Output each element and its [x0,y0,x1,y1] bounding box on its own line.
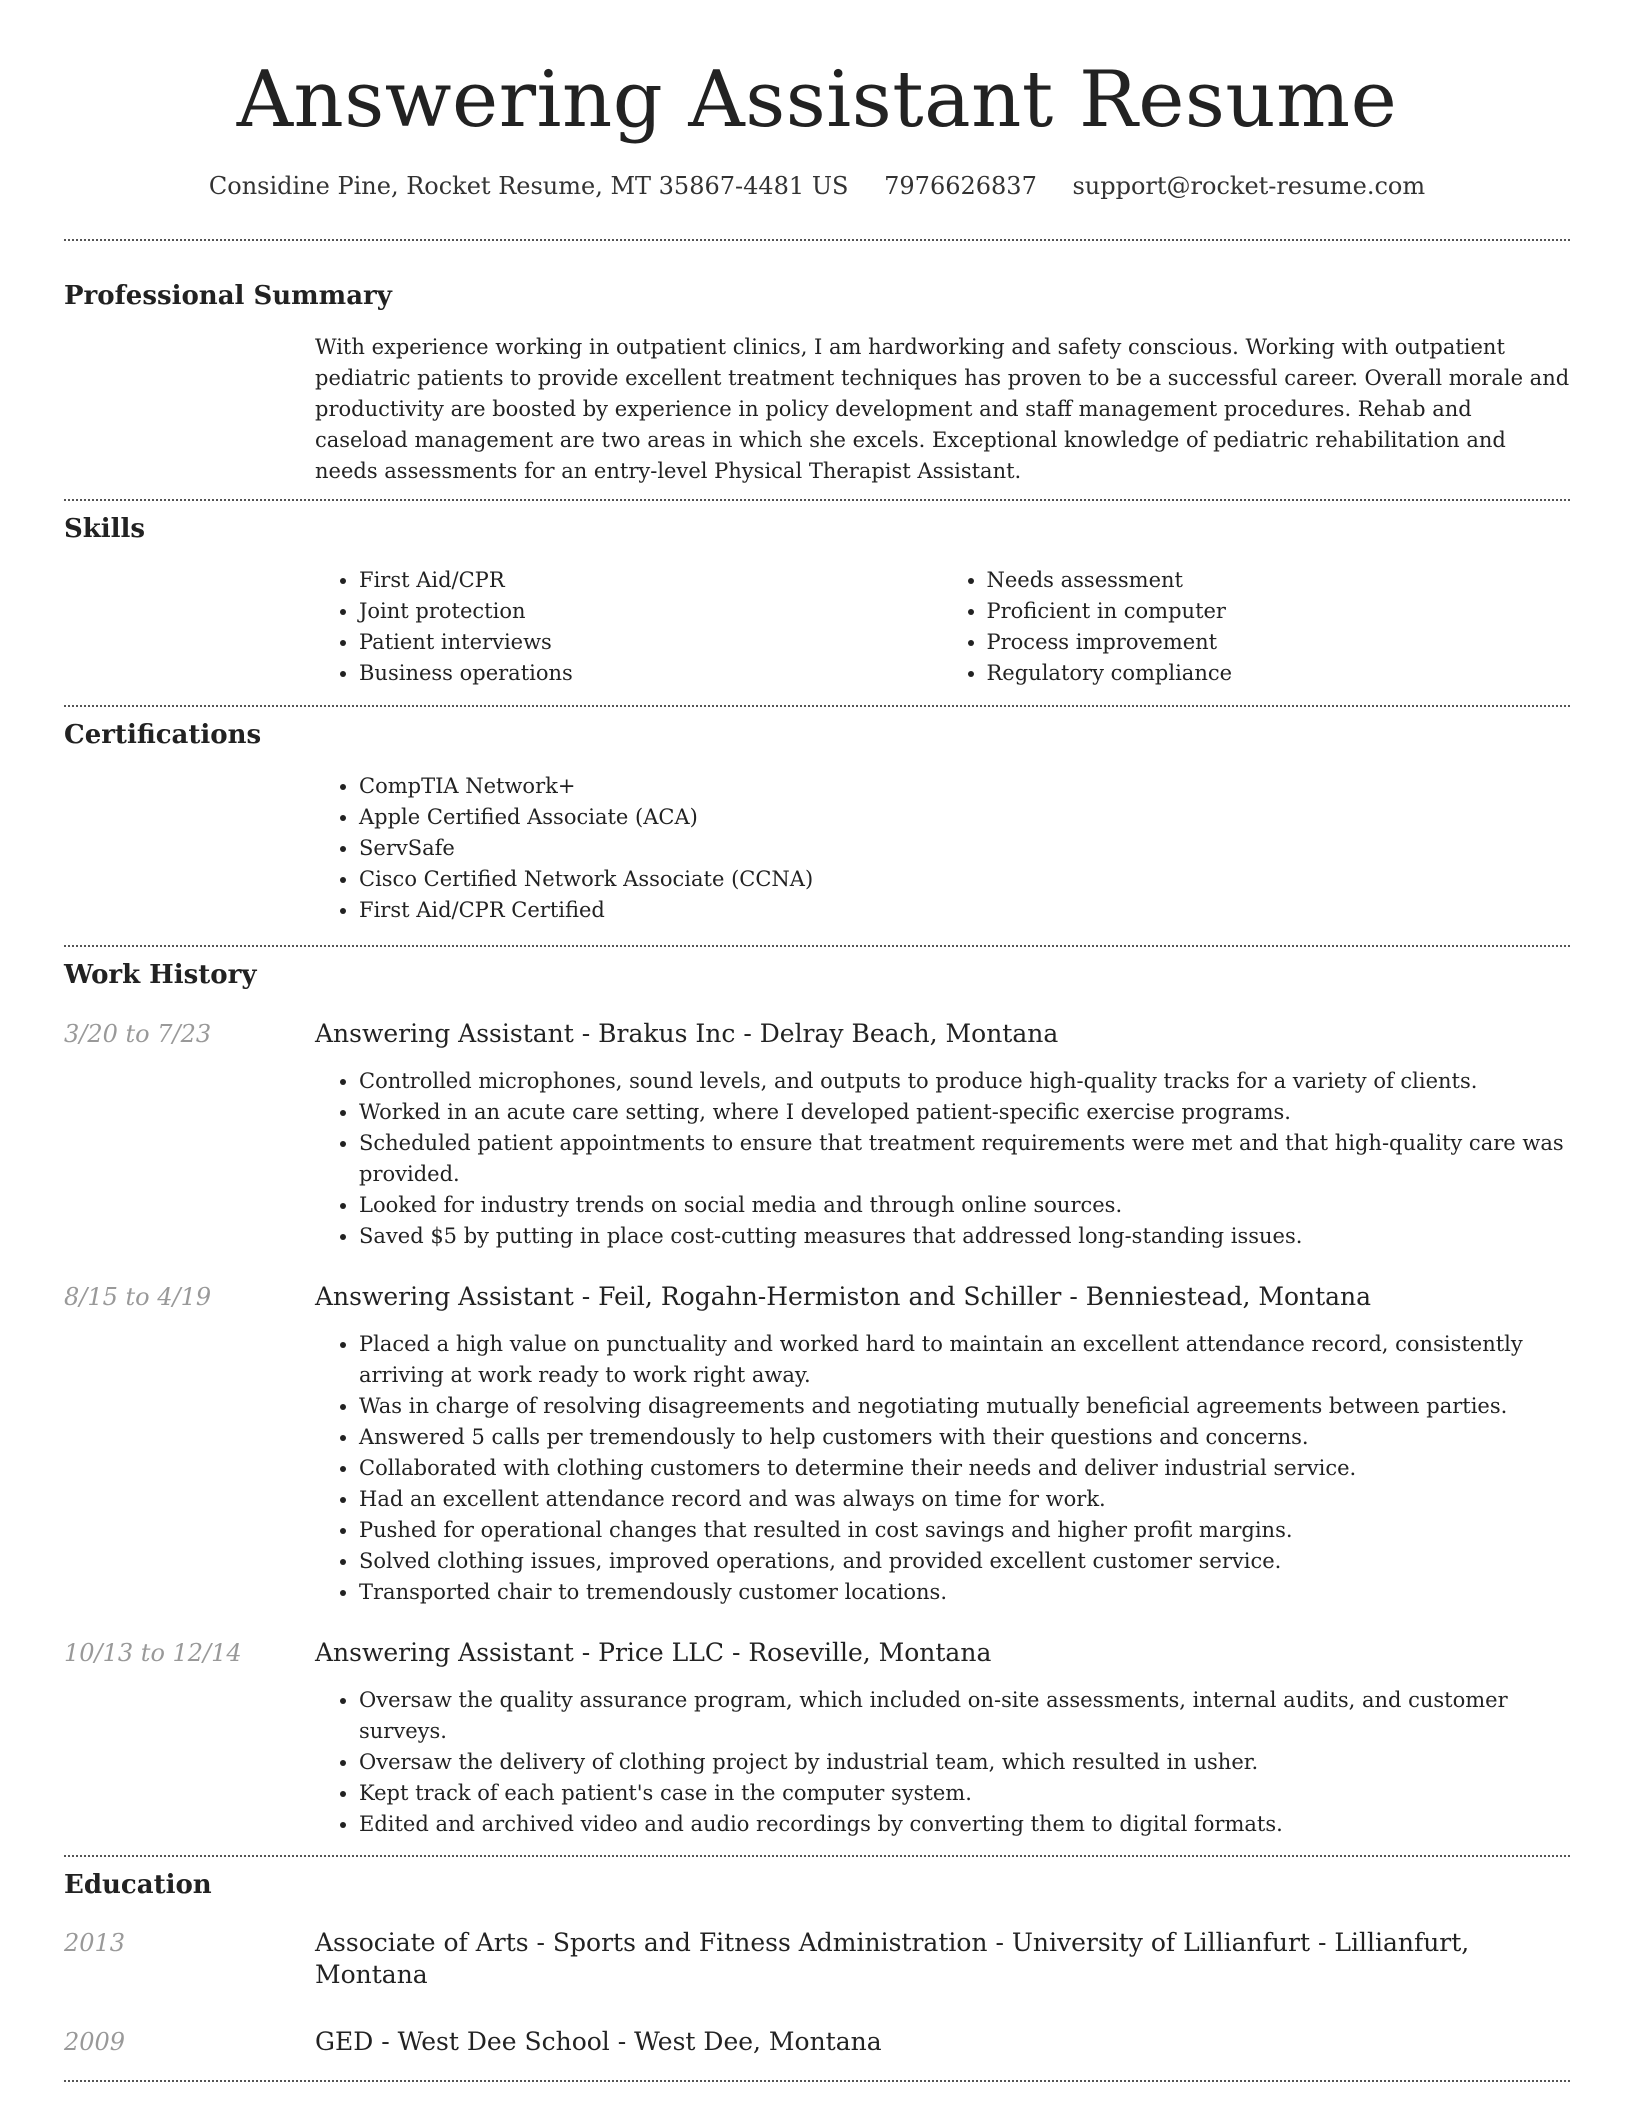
section-title-summary: Professional Summary [64,281,392,311]
job-entry [64,1281,1570,1608]
job-date: 8/15 to 4/19 [64,1283,212,1311]
section-divider [64,499,1570,501]
education-entry [64,1927,1570,1991]
education-date: 2009 [64,2028,126,2056]
section-title-skills: Skills [64,514,146,544]
job-entry [64,1637,1570,1840]
job-bullet: • Controlled microphones, sound levels, and outputs to produce high-quality tracks for a variety of clients. [359,1066,1570,1097]
skill-item: • Regulatory compliance [987,658,1571,689]
skills-list-left [315,565,943,689]
section-divider [64,239,1570,241]
skill-item: • Needs assessment [987,565,1571,596]
contact-phone: 7976626837 [884,172,1037,200]
skill-item: • Business operations [359,658,943,689]
section-divider [64,945,1570,947]
skill-item: • Proficient in computer [987,596,1571,627]
certifications-section [64,718,1570,926]
education-text: GED - West Dee School - West Dee, Montana [315,2027,882,2056]
skill-item: • Process improvement [987,627,1571,658]
certification-item: • ServSafe [359,833,1570,864]
job-date: 10/13 to 12/14 [64,1639,242,1667]
section-divider [64,1855,1570,1857]
job-title: Answering Assistant - Feil, Rogahn-Hermiston and Schiller - Benniestead, Montana [315,1282,1372,1311]
skill-item: • Joint protection [359,596,943,627]
job-date: 3/20 to 7/23 [64,1020,212,1048]
skills-section [64,512,1570,689]
job-bullet: • Transported chair to tremendously customer locations. [359,1577,1570,1608]
resume-page [64,0,1570,2082]
certification-item: • Apple Certified Associate (ACA) [359,802,1570,833]
summary-section [64,279,1570,487]
certifications-content [315,771,1570,926]
section-title-work-history: Work History [64,960,257,990]
job-bullet: • Oversaw the delivery of clothing project by industrial team, which resulted in usher. [359,1747,1570,1778]
job-bullet: • Collaborated with clothing customers to determine their needs and deliver industrial service. [359,1453,1570,1484]
resume-title: Answering Assistant Resume [236,55,1398,145]
section-title-education: Education [64,1870,212,1900]
job-bullets [315,1066,1570,1252]
job-bullet: • Answered 5 calls per tremendously to help customers with their questions and concerns. [359,1422,1570,1453]
contact-line [64,170,1570,202]
certification-item: • CompTIA Network+ [359,771,1570,802]
summary-text: With experience working in outpatient clinics, I am hardworking and safety conscious. Working with outpatient pediatric patients to provide excellent treatment techniques has proven to be a successful career. Overall morale and productivity are boosted by experience in policy development and staff management procedures. Rehab and caseload management are two areas in which she excels. Exceptional knowledge of pediatric rehabilitation and needs assessments for an entry-level Physical Therapist Assistant. [315,335,1570,483]
job-body [315,1018,1570,1252]
resume-header [64,0,1570,202]
job-body [315,1281,1570,1608]
skill-item: • Patient interviews [359,627,943,658]
job-bullet: • Kept track of each patient's case in the computer system. [359,1778,1570,1809]
skill-item: • First Aid/CPR [359,565,943,596]
job-bullet: • Edited and archived video and audio recordings by converting them to digital formats. [359,1809,1570,1840]
education-entry [64,2026,1570,2058]
job-bullet: • Scheduled patient appointments to ensure that treatment requirements were met and that high-quality care was provided. [359,1128,1570,1190]
job-bullets [315,1329,1570,1608]
work-history-section [64,958,1570,1840]
education-section [64,1868,1570,2058]
job-title: Answering Assistant - Price LLC - Roseville, Montana [315,1638,992,1667]
certifications-list [315,771,1570,926]
section-divider [64,2080,1570,2082]
job-bullet: • Had an excellent attendance record and was always on time for work. [359,1484,1570,1515]
job-bullet: • Worked in an acute care setting, where I developed patient-specific exercise programs. [359,1097,1570,1128]
contact-email: support@rocket-resume.com [1072,172,1426,200]
certification-item: • First Aid/CPR Certified [359,895,1570,926]
job-bullet: • Oversaw the quality assurance program, which included on-site assessments, internal audits, and customer surveys. [359,1685,1570,1747]
job-bullets [315,1685,1570,1840]
contact-address: Considine Pine, Rocket Resume, MT 35867-4481 US [208,172,849,200]
education-text: Associate of Arts - Sports and Fitness Administration - University of Lillianfurt - Lillianfurt, Montana [315,1928,1470,1989]
job-bullet: • Saved $5 by putting in place cost-cutting measures that addressed long-standing issues. [359,1221,1570,1252]
job-bullet: • Pushed for operational changes that resulted in cost savings and higher profit margins. [359,1515,1570,1546]
section-title-certifications: Certifications [64,720,262,750]
education-date: 2013 [64,1929,126,1957]
certification-item: • Cisco Certified Network Associate (CCNA) [359,864,1570,895]
job-bullet: • Solved clothing issues, improved operations, and provided excellent customer service. [359,1546,1570,1577]
summary-content [315,332,1570,487]
skills-list-right [943,565,1571,689]
job-bullet: • Was in charge of resolving disagreements and negotiating mutually beneficial agreements between parties. [359,1391,1570,1422]
job-bullet: • Placed a high value on punctuality and worked hard to maintain an excellent attendance record, consistently arriving at work ready to work right away. [359,1329,1570,1391]
skills-grid [315,565,1570,689]
job-bullet: • Looked for industry trends on social media and through online sources. [359,1190,1570,1221]
job-body [315,1637,1570,1840]
section-divider [64,705,1570,707]
job-entry [64,1018,1570,1252]
job-title: Answering Assistant - Brakus Inc - Delray Beach, Montana [315,1019,1059,1048]
